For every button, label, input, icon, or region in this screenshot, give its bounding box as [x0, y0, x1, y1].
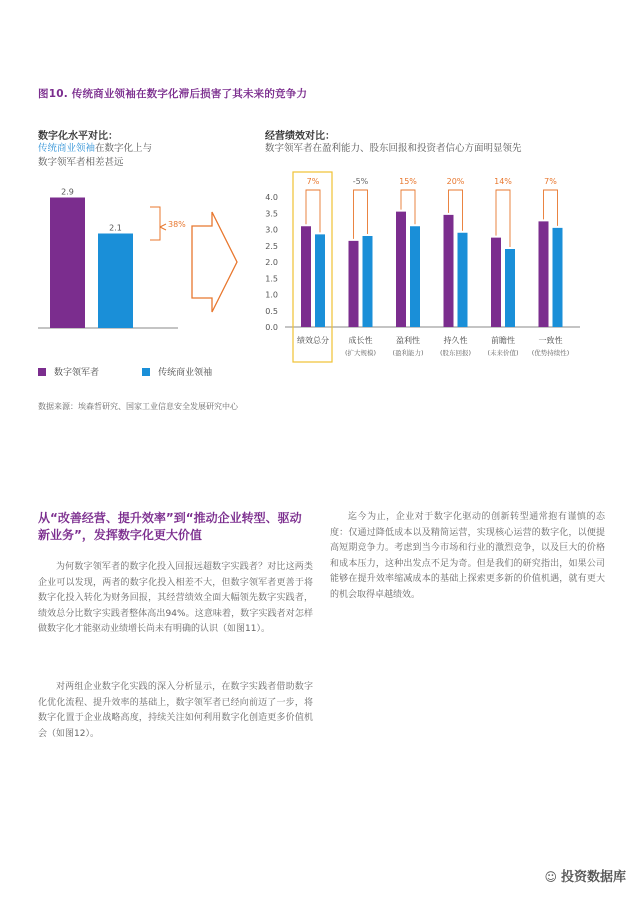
paragraph-1: 为何数字领军者的数字化投入回报远超数字实践者？对比这两类企业可以发现，两者的数字化投入相差不大，但数字领军者更善于将数字化投入转化为财务回报，其经营绩效全面大幅领先数字实践者，绩效总分比数字实践者整体高出94%。这意味着，数字实践者对怎样做数字化才能驱动业绩增长尚未有明确的认识（如图11）。 [38, 562, 313, 634]
difference-percent-label: 38% [168, 220, 186, 229]
left-panel-text-rest: 在数字化上与 [95, 143, 153, 154]
left-panel-highlight: 传统商业领袖 [38, 143, 96, 154]
category-sublabel: (扩大规模) [344, 349, 377, 357]
legend [38, 361, 212, 380]
percent-label: 14% [494, 177, 512, 186]
y-tick-label: 3.5 [265, 209, 278, 219]
figure-source: 数据来源：埃森哲研究、国家工业信息安全发展研究中心 [38, 402, 238, 411]
y-tick-label: 0.5 [265, 306, 278, 316]
percent-label: 15% [399, 177, 417, 186]
bar-traditional [458, 233, 468, 327]
category-label: 持久性 [443, 336, 468, 345]
bar-traditional [553, 228, 563, 327]
y-tick-label: 1.0 [265, 290, 278, 300]
y-tick-label: 2.5 [265, 241, 278, 251]
bar-leaders [539, 221, 549, 327]
category-label: 绩效总分 [297, 336, 329, 345]
bar-value-label-leaders: 2.9 [61, 187, 74, 197]
legend-label-leaders: 数字领军者 [54, 368, 100, 378]
percent-label: -5% [352, 177, 369, 186]
y-tick-label: 0.0 [265, 323, 278, 332]
bar-traditional [363, 236, 373, 327]
left-panel-text-line2: 数字领军者相差甚远 [38, 157, 124, 168]
watermark-text: 投资数据库 [560, 870, 626, 885]
y-tick-label: 2.0 [265, 258, 278, 267]
bar-traditional [315, 234, 325, 327]
wechat-icon: ☺ [544, 870, 557, 884]
bar-leaders [491, 238, 501, 327]
bar-leaders [349, 241, 359, 327]
category-label: 盈利性 [396, 336, 420, 345]
legend-swatch-leaders [38, 368, 46, 376]
section-heading: 从“改善经营、提升效率”到“推动企业转型、驱动新业务”，发挥数字化更大价值 [38, 511, 302, 542]
percent-label: 20% [446, 177, 465, 186]
bar-traditional [410, 226, 420, 327]
percent-bracket [306, 190, 320, 232]
percent-label: 7% [544, 177, 557, 186]
legend-swatch-traditional [142, 368, 150, 376]
right-panel-heading: 经营绩效对比： [265, 131, 335, 142]
percent-bracket [544, 190, 558, 226]
bar-groups [297, 177, 569, 357]
category-label: 前瞻性 [491, 336, 515, 345]
category-sublabel: (未来价值) [487, 349, 519, 357]
right-bar-chart [0, 0, 640, 400]
highlight-box [293, 172, 332, 362]
bar-leaders [301, 226, 311, 327]
left-panel-heading: 数字化水平对比： [38, 131, 118, 142]
y-tick-label: 3.0 [265, 225, 278, 235]
paragraph-3: 迄今为止，企业对于数字化驱动的创新转型通常抱有谨慎的态度：仅通过降低成本以及精简运营，实现核心运营的数字化，以便提高短期竞争力。考虑到当今市场和行业的激烈竞争，以及巨大的价格和成本压力，这种出发点不足为奇。但是我们的研究指出，如果公司能够在提升效率缩减成本的基础上探索更多新的价值机遇，就有更大的机会取得卓越绩效。 [330, 512, 605, 600]
figure-title: 图10. 传统商业领袖在数字化滞后损害了其未来的竞争力 [38, 88, 308, 100]
category-label: 一致性 [538, 336, 563, 345]
paragraph-2: 对两组企业数字化实践的深入分析显示，在数字实践者借助数字化优化流程、提升效率的基础上，数字领军者已经向前迈了一步，将数字化置于企业战略高度，持续关注如何利用数字化创造更多价值机会（如图12）。 [38, 682, 313, 739]
legend-label-traditional: 传统商业领袖 [158, 368, 213, 378]
percent-label: 7% [306, 177, 320, 186]
category-sublabel: (优势持续性) [531, 349, 570, 357]
bar-traditional [505, 249, 515, 327]
watermark [544, 866, 626, 885]
y-axis-ticks [265, 193, 278, 332]
bar-leaders [396, 212, 406, 327]
y-tick-label: 1.5 [265, 274, 278, 284]
percent-bracket [354, 190, 368, 239]
right-panel-text: 数字领军者在盈利能力、股东回报和投资者信心方面明显领先 [265, 143, 522, 154]
category-sublabel: (股东回报) [439, 349, 472, 357]
category-sublabel: (盈利能力) [392, 349, 424, 357]
bar-leaders [444, 215, 454, 327]
category-label: 成长性 [348, 336, 373, 345]
bar-value-label-traditional: 2.1 [109, 223, 122, 233]
y-tick-label: 4.0 [265, 193, 278, 202]
